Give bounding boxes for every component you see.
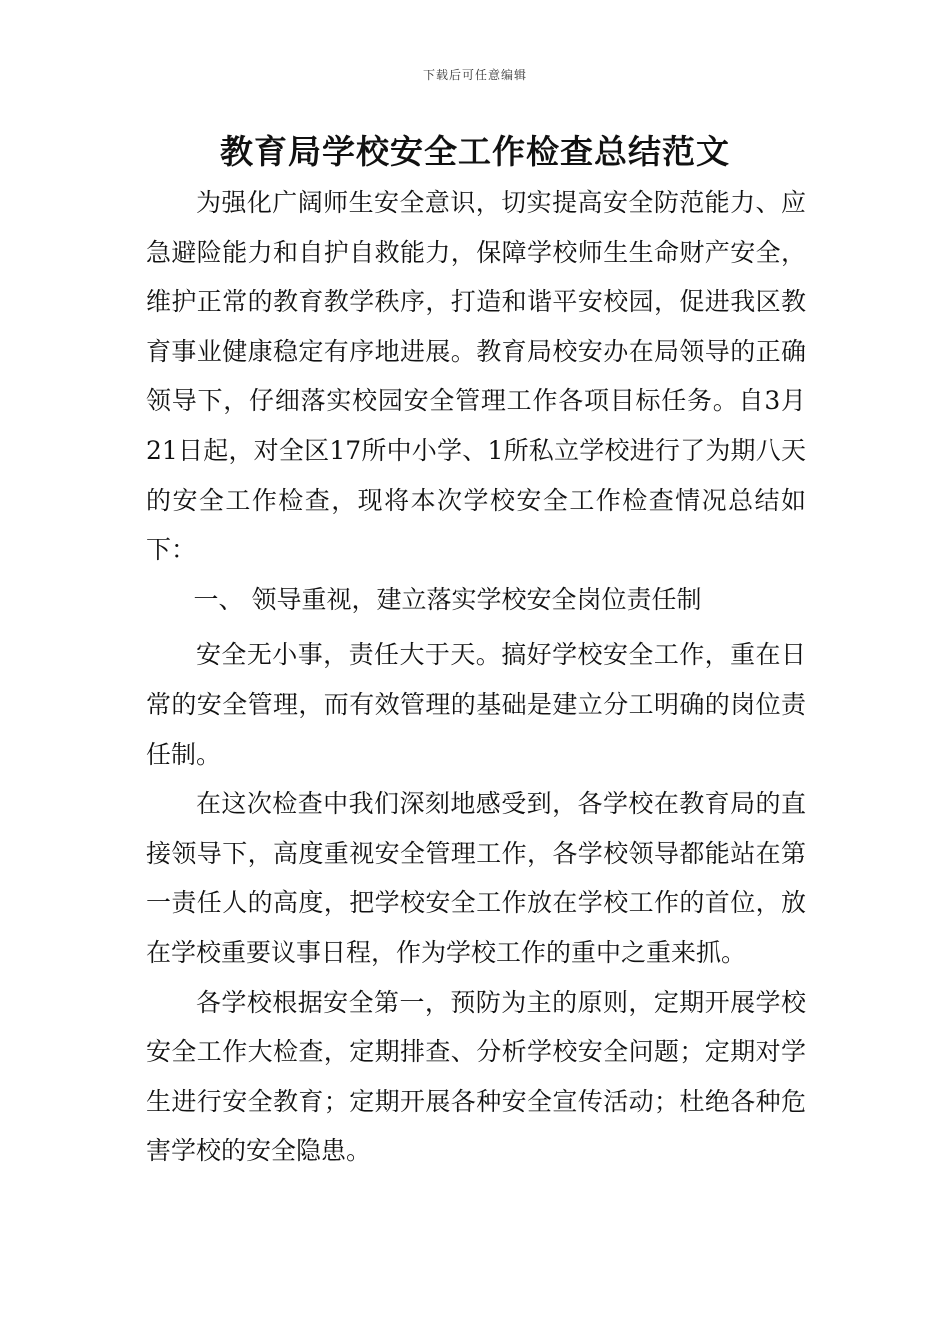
document-title: 教育局学校安全工作检查总结范文 xyxy=(220,132,730,171)
paragraph-inspection-findings: 在这次检查中我们深刻地感受到，各学校在教育局的直接领导下，高度重视安全管理工作，各学校领导都能站在第一责任人的高度，把学校安全工作放在学校工作的首位，放在学校重要议事日程，作为学校工作的重中之重来抓。 xyxy=(146,789,806,967)
paragraph-safety-principles: 各学校根据安全第一，预防为主的原则，定期开展学校安全工作大检查，定期排查、分析学校安全问题；定期对学生进行安全教育；定期开展各种安全宣传活动；杜绝各种危害学校的安全隐患。 xyxy=(146,987,806,1166)
paragraph-safety-responsibility: 安全无小事，责任大于天。搞好学校安全工作，重在日常的安全管理，而有效管理的基础是建立分工明确的岗位责任制。 xyxy=(146,640,806,769)
paragraph-intro: 为强化广阔师生安全意识，切实提高安全防范能力、应急避险能力和自护自救能力，保障学校师生生命财产安全，维护正常的教育教学秩序，打造和谐平安校园，促进我区教育事业健康稳定有序地进展。教育局校安办在局领导的正确领导下，仔细落实校园安全管理工作各项目标任务。自3月21日起，对全区17所中小学、1所私立学校进行了为期八天的安全工作检查，现将本次学校安全工作检查情况总结如下： xyxy=(146,188,806,565)
header-note: 下载后可任意编辑 xyxy=(422,68,527,82)
document-body xyxy=(146,178,806,1176)
section-heading-1: 一、 领导重视，建立落实学校安全岗位责任制 xyxy=(193,584,702,614)
